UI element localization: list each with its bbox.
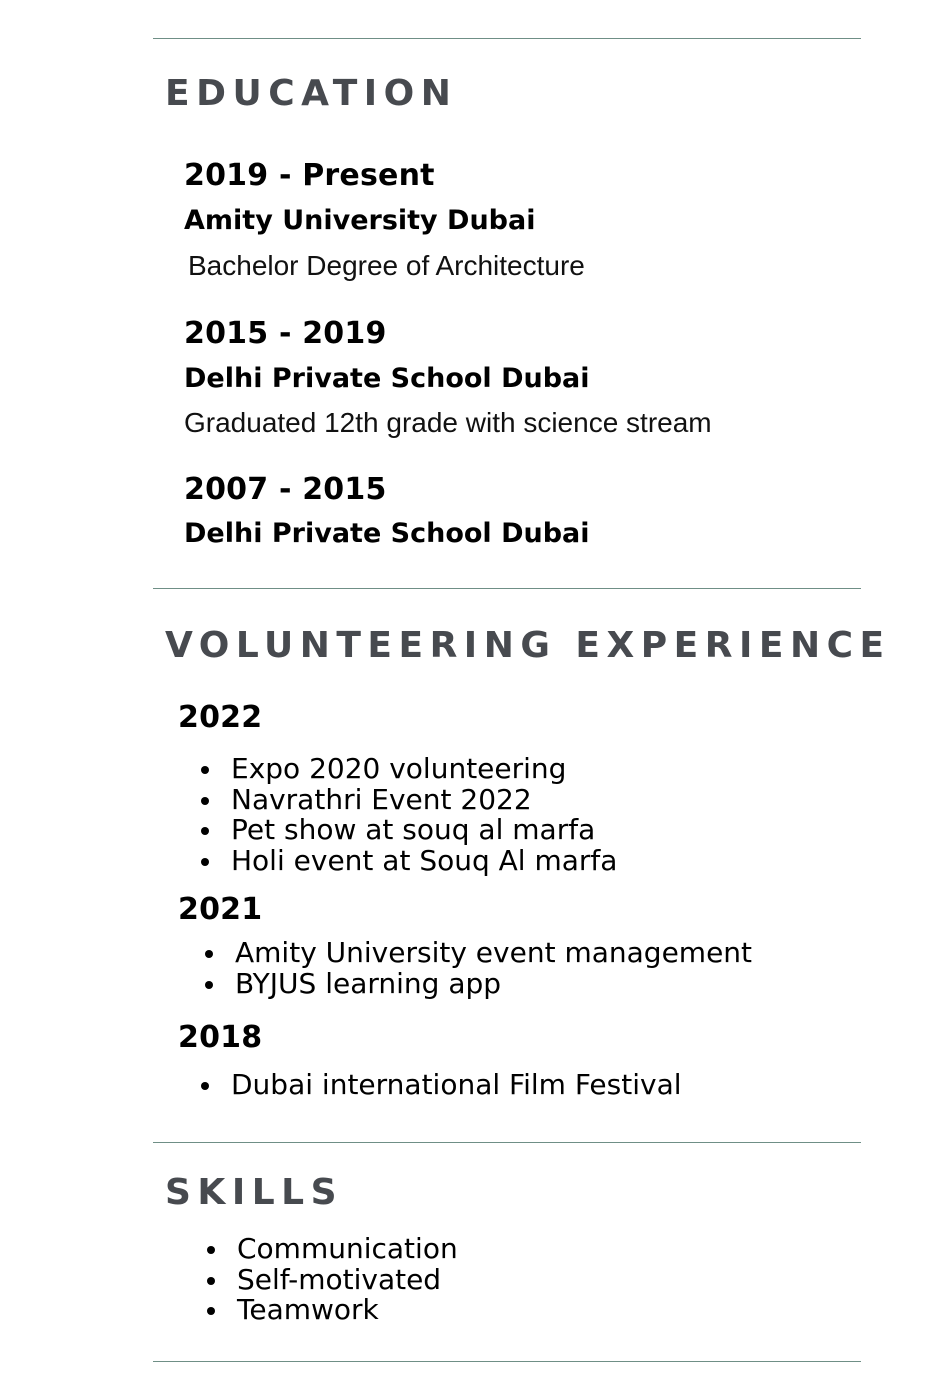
education-heading: EDUCATION [165, 73, 458, 114]
bullet-icon [205, 981, 213, 989]
list-item-text: Teamwork [237, 1293, 379, 1326]
list-item [201, 754, 617, 785]
volunteering-year-2021: 2021 [178, 892, 263, 927]
list-item [207, 1295, 458, 1326]
education-entry-description: Bachelor Degree of Architecture [188, 250, 585, 281]
bullet-icon [201, 766, 209, 774]
bullet-icon [207, 1246, 215, 1254]
bullet-icon [201, 858, 209, 866]
bullet-icon [201, 827, 209, 835]
list-item-text: Holi event at Souq Al marfa [231, 843, 618, 877]
list-item [201, 782, 617, 816]
education-entry-institution: Amity University Dubai [184, 205, 536, 236]
volunteering-heading: VOLUNTEERING EXPERIENCE [165, 625, 891, 666]
volunteering-year-2022: 2022 [178, 700, 263, 735]
list-item [207, 1262, 458, 1296]
bullet-icon [201, 797, 209, 805]
education-entry-years: 2019 - Present [184, 158, 435, 193]
section-divider-bottom [153, 1361, 861, 1362]
bullet-icon [207, 1277, 215, 1285]
bullet-icon [207, 1307, 215, 1315]
section-divider-education-bottom [153, 588, 861, 589]
education-entry-years: 2015 - 2019 [184, 316, 387, 351]
skills-heading: SKILLS [165, 1172, 344, 1213]
list-item [201, 815, 617, 846]
list-item [205, 966, 752, 1000]
education-entry-description: Graduated 12th grade with science stream [184, 407, 712, 438]
volunteering-list-2018 [201, 1070, 682, 1101]
list-item-text: Expo 2020 volunteering [231, 752, 567, 785]
list-item [205, 938, 752, 969]
list-item [201, 1070, 682, 1101]
list-item [201, 843, 618, 877]
list-item [207, 1234, 458, 1265]
section-divider-top [153, 38, 861, 39]
education-entry-years: 2007 - 2015 [184, 472, 387, 507]
list-item-text: Pet show at souq al marfa [231, 813, 596, 846]
list-item-text: Dubai international Film Festival [231, 1068, 682, 1101]
bullet-icon [205, 950, 213, 958]
list-item-text: BYJUS learning app [235, 966, 502, 1000]
section-divider-volunteering-bottom [153, 1142, 861, 1143]
volunteering-list-2022 [201, 754, 617, 876]
bullet-icon [201, 1082, 209, 1090]
education-entry-institution: Delhi Private School Dubai [184, 518, 590, 549]
list-item-text: Navrathri Event 2022 [231, 782, 532, 816]
volunteering-year-2018: 2018 [178, 1020, 263, 1055]
list-item-text: Self-motivated [237, 1262, 442, 1296]
list-item-text: Amity University event management [235, 936, 753, 969]
skills-list [207, 1234, 458, 1326]
education-entry-institution: Delhi Private School Dubai [184, 363, 590, 394]
volunteering-list-2021 [205, 938, 752, 999]
list-item-text: Communication [237, 1232, 458, 1265]
